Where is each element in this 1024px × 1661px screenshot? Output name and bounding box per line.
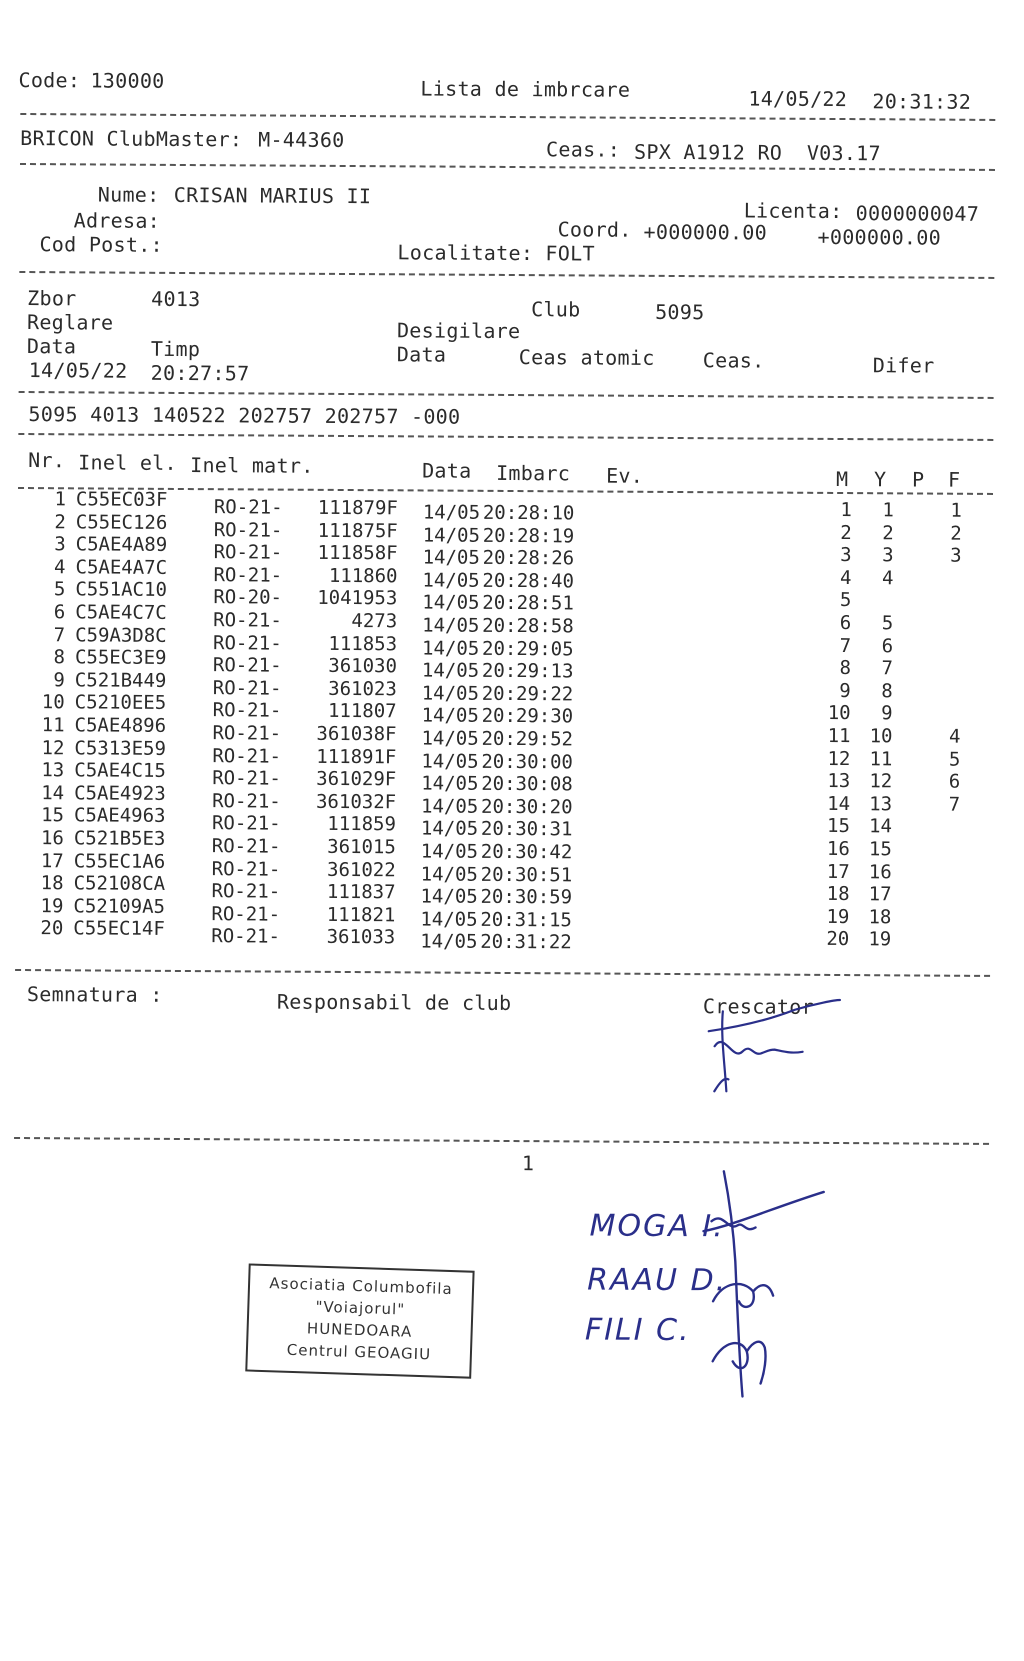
data2-label: Data: [397, 343, 447, 365]
rank-y: 13: [862, 793, 892, 815]
row-number: 5: [23, 578, 65, 600]
table-body: [1, 0, 1024, 3]
rank-m: 7: [817, 634, 851, 656]
rank-m: 18: [815, 883, 849, 905]
rank-f: 4: [940, 726, 960, 748]
breeder-signature-icon: [694, 991, 845, 1102]
row-number: 12: [22, 737, 64, 759]
rank-f: 6: [940, 771, 960, 793]
arrival-time: 20:30:00: [481, 750, 573, 773]
electronic-ring: C55EC14F: [73, 918, 165, 941]
rank-m: 14: [816, 793, 850, 815]
electronic-ring: C5AE4C15: [74, 760, 166, 783]
stamp-line: Asociatia Columbofila: [250, 1272, 473, 1301]
arrival-date: 14/05: [422, 682, 479, 704]
divider: [18, 433, 993, 441]
header-date: 14/05/22: [748, 87, 847, 110]
rank-y: 14: [862, 816, 892, 838]
electronic-ring: C5210EE5: [75, 692, 167, 715]
page-number: 1: [522, 1152, 534, 1174]
rank-y: 18: [861, 906, 891, 928]
divider: [19, 391, 994, 399]
rank-y: 16: [862, 861, 892, 883]
ring-number: 111891F: [296, 745, 396, 768]
coord-x: +000000.00: [644, 221, 768, 244]
ring-number: 4273: [297, 610, 397, 633]
arrival-date: 14/05: [422, 660, 479, 682]
col-nr: Nr.: [28, 449, 65, 471]
ring-number: 111858F: [298, 542, 398, 565]
row-number: 18: [22, 872, 64, 894]
ring-prefix: RO-21-: [214, 519, 283, 541]
desigilare-label: Desigilare: [397, 319, 521, 342]
row-number: 4: [23, 556, 65, 578]
arrival-date: 14/05: [421, 818, 478, 840]
arrival-date: 14/05: [423, 501, 480, 523]
col-p: P: [912, 468, 924, 490]
reg-time: 20:27:57: [151, 362, 250, 385]
rank-f: 3: [942, 545, 962, 567]
arrival-time: 20:31:22: [480, 931, 572, 954]
arrival-date: 14/05: [423, 524, 480, 546]
rank-f: 7: [940, 793, 960, 815]
arrival-date: 14/05: [422, 637, 479, 659]
divider: [15, 969, 990, 977]
row-number: 14: [22, 782, 64, 804]
arrival-time: 20:28:26: [483, 547, 575, 570]
divider: [14, 1137, 989, 1145]
code-value: 130000: [90, 69, 164, 91]
col-data: Data: [422, 459, 472, 481]
arrival-time: 20:30:20: [481, 796, 573, 819]
arrival-date: 14/05: [421, 795, 478, 817]
ring-number: 361033: [295, 926, 395, 949]
rank-m: 10: [817, 702, 851, 724]
table-row: [0, 923, 1019, 952]
ring-prefix: RO-21-: [213, 564, 282, 586]
electronic-ring: C52109A5: [73, 895, 165, 918]
ring-prefix: RO-21-: [213, 632, 282, 654]
row-number: 20: [21, 917, 63, 939]
electronic-ring: C521B449: [75, 669, 167, 692]
ring-number: 111859: [296, 813, 396, 836]
device-value: M-44360: [258, 128, 345, 151]
col-inel-matr: Inel matr.: [190, 454, 314, 477]
col-y: Y: [874, 468, 886, 490]
ring-number: 111837: [295, 881, 395, 904]
stamp-line: Centrul GEOAGIU: [248, 1337, 471, 1366]
breeder-label: Crescator: [703, 995, 814, 1018]
rank-m: 4: [817, 567, 851, 589]
club-responsible-label: Responsabil de club: [277, 991, 512, 1014]
ring-number: 361030: [297, 655, 397, 678]
rank-m: 2: [818, 521, 852, 543]
electronic-ring: C52108CA: [74, 873, 166, 896]
row-number: 8: [23, 646, 65, 668]
ring-number: 111821: [295, 903, 395, 926]
ring-number: 361032F: [296, 790, 396, 813]
rank-m: 13: [816, 770, 850, 792]
ring-prefix: RO-21-: [211, 880, 280, 902]
header-time: 20:31:32: [872, 90, 971, 113]
arrival-date: 14/05: [421, 727, 478, 749]
ring-prefix: RO-21-: [211, 926, 280, 948]
ring-prefix: RO-21-: [213, 677, 282, 699]
electronic-ring: C59A3D8C: [75, 624, 167, 647]
rank-m: 20: [815, 928, 849, 950]
locality-value: FOLT: [545, 242, 595, 264]
data-label: Data: [27, 335, 77, 357]
rank-y: 7: [863, 657, 893, 679]
rank-m: 17: [816, 860, 850, 882]
reg-date: 14/05/22: [29, 359, 128, 382]
electronic-ring: C5AE4896: [75, 714, 167, 737]
row-number: 10: [23, 691, 65, 713]
row-number: 19: [21, 895, 63, 917]
rank-m: 9: [817, 680, 851, 702]
stamp-line: "Voiajorul": [249, 1294, 472, 1323]
divider: [20, 113, 995, 121]
row-number: 13: [22, 759, 64, 781]
rank-y: 19: [861, 929, 891, 951]
electronic-ring: C5AE4A89: [76, 534, 168, 557]
address-label: Adresa:: [74, 209, 161, 232]
rank-y: 15: [862, 838, 892, 860]
rank-y: 1: [864, 499, 894, 521]
rank-y: 12: [862, 770, 892, 792]
arrival-time: 20:31:15: [480, 909, 572, 932]
ring-prefix: RO-21-: [212, 790, 281, 812]
electronic-ring: C55EC03F: [76, 488, 168, 511]
row-number: 1: [24, 488, 66, 510]
rank-y: 10: [862, 725, 892, 747]
ring-prefix: RO-21-: [212, 722, 281, 744]
ring-number: 361023: [297, 677, 397, 700]
arrival-time: 20:28:58: [482, 615, 574, 638]
row-number: 3: [24, 533, 66, 555]
rank-m: 5: [817, 589, 851, 611]
divider: [19, 271, 994, 279]
arrival-time: 20:29:05: [482, 637, 574, 660]
handwritten-name: RAAU D.: [587, 1262, 727, 1298]
rank-y: 3: [864, 544, 894, 566]
association-stamp: [245, 1263, 474, 1378]
arrival-time: 20:30:42: [481, 841, 573, 864]
ceas-atomic-label: Ceas atomic: [519, 346, 655, 369]
arrival-time: 20:28:40: [482, 570, 574, 593]
electronic-ring: C5AE4963: [74, 805, 166, 828]
electronic-ring: C5313E59: [74, 737, 166, 760]
electronic-ring: C5AE4923: [74, 782, 166, 805]
row-number: 17: [22, 850, 64, 872]
arrival-time: 20:28:51: [482, 592, 574, 615]
ring-prefix: RO-21-: [214, 496, 283, 518]
arrival-time: 20:29:30: [482, 705, 574, 728]
ring-number: 111853: [297, 632, 397, 655]
name-value: CRISAN MARIUS II: [174, 184, 372, 207]
arrival-date: 14/05: [420, 931, 477, 953]
stamp-line: HUNEDOARA: [248, 1316, 471, 1345]
rank-m: 19: [815, 906, 849, 928]
row-number: 7: [23, 624, 65, 646]
col-ev: Ev.: [606, 465, 643, 487]
clock-value: SPX A1912 RO V03.17: [634, 141, 881, 165]
rank-m: 8: [817, 657, 851, 679]
ring-prefix: RO-21-: [213, 609, 282, 631]
summary-line: 5095 4013 140522 202757 202757 -000: [28, 403, 460, 428]
electronic-ring: C55EC1A6: [74, 850, 166, 873]
electronic-ring: C5AE4A7C: [75, 556, 167, 579]
rank-y: 8: [863, 680, 893, 702]
ring-number: 361029F: [296, 768, 396, 791]
row-number: 2: [24, 511, 66, 533]
coord-y: +000000.00: [818, 226, 942, 249]
postal-label: Cod Post.:: [39, 233, 163, 256]
electronic-ring: C551AC10: [75, 579, 167, 602]
arrival-date: 14/05: [421, 773, 478, 795]
ring-prefix: RO-21-: [212, 745, 281, 767]
arrival-date: 14/05: [422, 614, 479, 636]
rank-m: 3: [818, 544, 852, 566]
rank-m: 6: [817, 612, 851, 634]
arrival-date: 14/05: [422, 592, 479, 614]
committee-signatures-icon: [682, 1161, 833, 1402]
club-value: 5095: [655, 301, 705, 323]
arrival-date: 14/05: [421, 863, 478, 885]
rank-m: 16: [816, 838, 850, 860]
col-f: F: [948, 469, 960, 491]
electronic-ring: C55EC126: [76, 511, 168, 534]
row-number: 9: [23, 669, 65, 691]
ring-number: 111807: [297, 700, 397, 723]
arrival-time: 20:28:19: [483, 524, 575, 547]
zbor-value: 4013: [151, 288, 201, 310]
ring-number: 111860: [297, 564, 397, 587]
electronic-ring: C55EC3E9: [75, 647, 167, 670]
row-number: 16: [22, 827, 64, 849]
arrival-time: 20:30:59: [480, 886, 572, 909]
arrival-date: 14/05: [422, 569, 479, 591]
ring-prefix: RO-21-: [212, 767, 281, 789]
arrival-date: 14/05: [420, 886, 477, 908]
col-inel-el: Inel el.: [78, 451, 177, 474]
ceas-label: Ceas.: [703, 349, 765, 371]
arrival-date: 14/05: [421, 840, 478, 862]
club-label: Club: [531, 298, 581, 320]
ring-prefix: RO-21-: [213, 654, 282, 676]
arrival-date: 14/05: [423, 547, 480, 569]
rank-f: 1: [942, 500, 962, 522]
ring-prefix: RO-20-: [213, 587, 282, 609]
rank-m: 11: [816, 725, 850, 747]
locality-label: Localitate:: [397, 241, 533, 264]
arrival-time: 20:29:22: [482, 683, 574, 706]
rank-f: 2: [942, 522, 962, 544]
document-title: Lista de imbrcare: [420, 77, 630, 100]
rank-m: 12: [816, 747, 850, 769]
ring-number: 111875F: [298, 519, 398, 542]
col-m: M: [836, 468, 848, 490]
ring-prefix: RO-21-: [211, 903, 280, 925]
ring-prefix: RO-21-: [212, 835, 281, 857]
row-number: 15: [22, 804, 64, 826]
ring-prefix: RO-21-: [214, 541, 283, 563]
electronic-ring: C521B5E3: [74, 827, 166, 850]
rank-y: 6: [863, 635, 893, 657]
clock-label: Ceas.:: [546, 138, 620, 160]
signature-label: Semnatura :: [27, 983, 163, 1006]
arrival-time: 20:30:31: [481, 818, 573, 841]
arrival-time: 20:30:08: [481, 773, 573, 796]
rank-y: 17: [861, 883, 891, 905]
reglare-label: Reglare: [27, 311, 114, 334]
ring-prefix: RO-21-: [212, 858, 281, 880]
ring-prefix: RO-21-: [212, 813, 281, 835]
difer-label: Difer: [873, 354, 935, 376]
arrival-time: 20:29:52: [481, 728, 573, 751]
rank-y: 4: [863, 567, 893, 589]
device-label: BRICON ClubMaster:: [20, 127, 242, 150]
arrival-time: 20:30:51: [481, 863, 573, 886]
ring-number: 111879F: [298, 497, 398, 520]
ring-number: 361015: [296, 836, 396, 859]
arrival-date: 14/05: [422, 705, 479, 727]
ring-number: 1041953: [297, 587, 397, 610]
handwritten-name: FILI C.: [585, 1312, 691, 1348]
rank-f: 5: [940, 748, 960, 770]
rank-y: 9: [863, 703, 893, 725]
rank-m: 1: [818, 499, 852, 521]
col-imbarc: Imbarc: [496, 462, 570, 484]
ring-number: 361038F: [296, 723, 396, 746]
electronic-ring: C5AE4C7C: [75, 601, 167, 624]
rank-y: 2: [864, 522, 894, 544]
ring-number: 361022: [296, 858, 396, 881]
arrival-date: 14/05: [420, 908, 477, 930]
license-value: 0000000047: [856, 202, 980, 225]
zbor-label: Zbor: [27, 287, 77, 309]
rank-y: 5: [863, 612, 893, 634]
rank-y: 11: [862, 748, 892, 770]
code-label: Code:: [18, 69, 80, 91]
timp-label: Timp: [151, 338, 201, 360]
coord-label: Coord.: [558, 218, 632, 240]
rank-m: 15: [816, 815, 850, 837]
name-label: Nume:: [98, 183, 160, 205]
arrival-time: 20:28:10: [483, 502, 575, 525]
arrival-time: 20:29:13: [482, 660, 574, 683]
license-label: Licenta:: [744, 199, 843, 222]
row-number: 6: [23, 601, 65, 623]
arrival-date: 14/05: [421, 750, 478, 772]
handwritten-name: MOGA I.: [589, 1208, 724, 1244]
row-number: 11: [23, 714, 65, 736]
ring-prefix: RO-21-: [213, 700, 282, 722]
